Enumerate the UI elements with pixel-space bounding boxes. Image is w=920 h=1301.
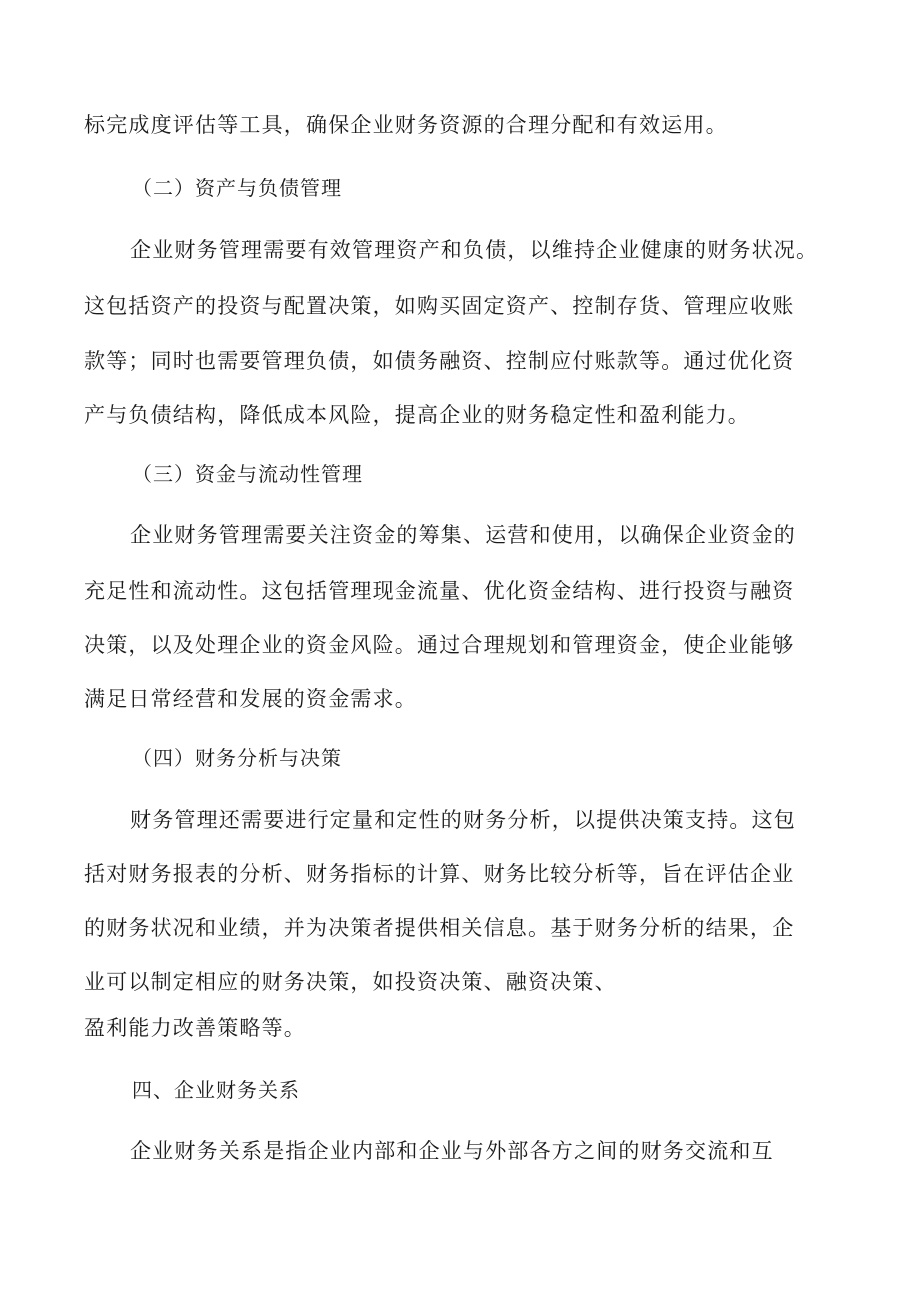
paragraph-line: 决策，以及处理企业的资金风险。通过合理规划和管理资金，使企业能够 <box>84 633 795 657</box>
paragraph-line: 企业财务关系是指企业内部和企业与外部各方之间的财务交流和互 <box>130 1139 774 1163</box>
paragraph-line: 这包括资产的投资与配置决策，如购买固定资产、控制存货、管理应收账 <box>84 294 795 318</box>
paragraph-line: 款等；同时也需要管理负债，如债务融资、控制应付账款等。通过优化资 <box>84 349 795 373</box>
paragraph-line: 盈利能力改善策略等。 <box>84 1016 306 1040</box>
paragraph-line: 充足性和流动性。这包括管理现金流量、优化资金结构、进行投资与融资 <box>84 579 795 603</box>
paragraph-line: 企业财务管理需要关注资金的筹集、运营和使用，以确保企业资金的 <box>130 523 796 547</box>
paragraph-line: 标完成度评估等工具，确保企业财务资源的合理分配和有效运用。 <box>84 113 728 137</box>
paragraph-line: 业可以制定相应的财务决策，如投资决策、融资决策、 <box>84 970 617 994</box>
paragraph-line: 产与负债结构，降低成本风险，提高企业的财务稳定性和盈利能力。 <box>84 403 750 427</box>
section-heading: （四）财务分析与决策 <box>132 746 342 770</box>
section-heading: （二）资产与负债管理 <box>132 176 342 200</box>
paragraph-line: 财务管理还需要进行定量和定性的财务分析，以提供决策支持。这包 <box>130 808 796 832</box>
paragraph-line: 满足日常经营和发展的资金需求。 <box>84 687 417 711</box>
section-heading: 四、企业财务关系 <box>132 1078 300 1102</box>
paragraph-line: 括对财务报表的分析、财务指标的计算、财务比较分析等，旨在评估企业 <box>84 862 795 886</box>
paragraph-line: 的财务状况和业绩，并为决策者提供相关信息。基于财务分析的结果，企 <box>84 916 795 940</box>
section-heading: （三）资金与流动性管理 <box>132 462 363 486</box>
paragraph-line: 企业财务管理需要有效管理资产和负债，以维持企业健康的财务状况。 <box>130 238 819 262</box>
